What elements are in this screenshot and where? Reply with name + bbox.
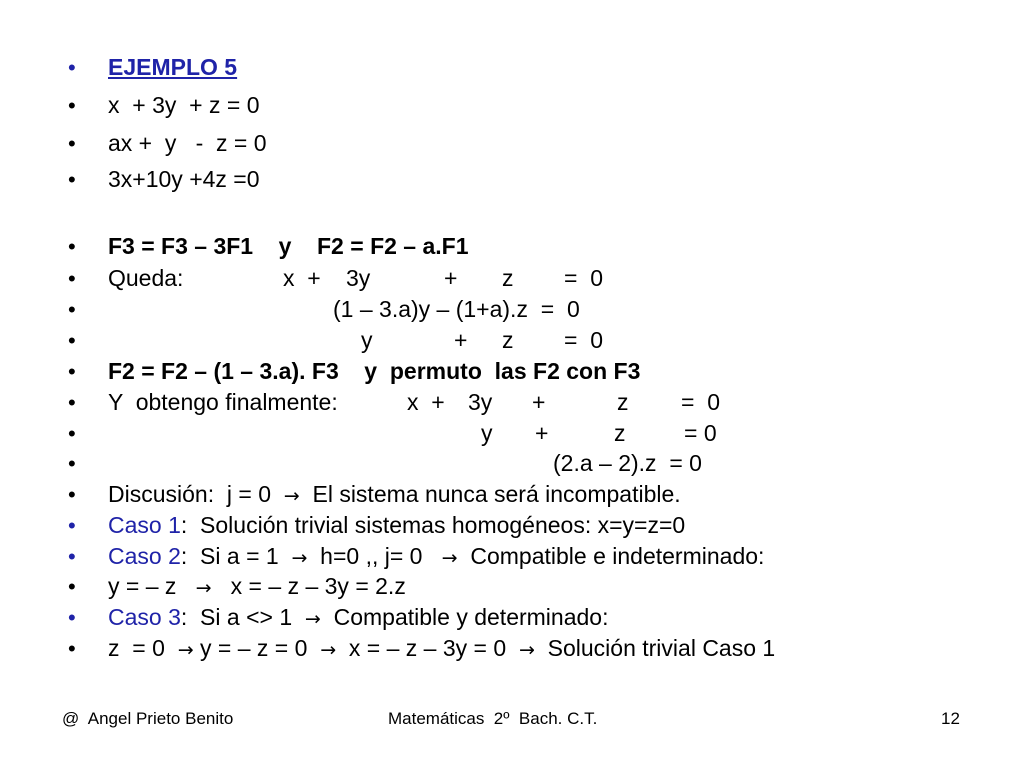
- bullet: •: [68, 266, 76, 291]
- case-3-result: Compatible y determinado:: [333, 604, 609, 630]
- line-final-1: [0, 387, 721, 418]
- line-case-3: [0, 602, 609, 633]
- term-y: y: [361, 327, 373, 353]
- bullet: •: [68, 605, 76, 630]
- bullet: •: [68, 234, 76, 259]
- line-equation-2: [0, 128, 267, 159]
- term-z: z: [502, 265, 514, 291]
- final-label: Y obtengo finalmente:: [108, 389, 338, 415]
- line-case-2-solution: [0, 571, 406, 602]
- line-discussion: [0, 479, 681, 510]
- row-operations-2: F2 = F2 – (1 – 3.a). F3 y permuto las F2 con F3: [108, 358, 641, 384]
- bullet: •: [68, 636, 76, 661]
- bullet: •: [68, 93, 76, 118]
- solution-y: y = – z = 0: [200, 635, 308, 661]
- equation-3: 3x+10y +4z =0: [108, 166, 260, 192]
- example-title: EJEMPLO 5: [108, 54, 238, 80]
- solution-x: x = – z – 3y = 0: [348, 635, 507, 661]
- discussion: [108, 479, 681, 512]
- bullet: •: [68, 482, 76, 507]
- term-z: z: [502, 327, 514, 353]
- bullet: •: [68, 297, 76, 322]
- solution-y: y = – z: [108, 573, 177, 599]
- solution-x: x = – z – 3y = 2.z: [230, 573, 406, 599]
- footer-author: @ Angel Prieto Benito: [62, 709, 234, 728]
- line-final-3: [0, 448, 702, 479]
- line-queda: [0, 263, 604, 294]
- case-2: [108, 541, 764, 574]
- term-3y: 3y: [468, 389, 493, 415]
- term-z: z: [617, 389, 629, 415]
- plus-sign: +: [532, 389, 546, 415]
- case-2-result: Compatible e indeterminado:: [470, 543, 765, 569]
- case-2-values: h=0 ,, j= 0: [320, 543, 423, 569]
- bullet: •: [68, 328, 76, 353]
- case-2-condition: : Si a = 1: [180, 543, 279, 569]
- plus-sign: +: [535, 420, 549, 446]
- row-operations: F3 = F3 – 3F1 y F2 = F2 – a.F1: [108, 233, 469, 259]
- term-z: z: [614, 420, 626, 446]
- bullet: •: [68, 390, 76, 415]
- line-queda-3: [0, 325, 604, 356]
- bullet: •: [68, 451, 76, 476]
- case-3-label: Caso 3: [108, 604, 181, 630]
- arrow-right-icon: →: [177, 639, 194, 661]
- case-2-solution: [108, 571, 406, 604]
- solution-z: z = 0: [108, 635, 165, 661]
- case-1-label: Caso 1: [108, 512, 181, 538]
- discussion-condition: Discusión: j = 0: [108, 481, 271, 507]
- term-x: x +: [407, 389, 445, 415]
- bullet: •: [68, 167, 76, 192]
- line-case-3-solution: [0, 633, 776, 664]
- arrow-right-icon: →: [518, 639, 535, 661]
- solution-conclusion: Solución trivial Caso 1: [547, 635, 776, 661]
- footer-page-number: 12: [941, 709, 960, 728]
- discussion-result: El sistema nunca será incompatible.: [312, 481, 681, 507]
- plus-sign: +: [444, 265, 458, 291]
- case-2-label: Caso 2: [108, 543, 181, 569]
- arrow-right-icon: →: [291, 547, 308, 569]
- arrow-right-icon: →: [195, 577, 212, 599]
- bullet: •: [68, 421, 76, 446]
- equals-zero: = 0: [564, 327, 604, 353]
- equation-2: ax + y - z = 0: [108, 130, 267, 156]
- line-title: [0, 52, 238, 83]
- line-final-2: [0, 418, 717, 449]
- line-equation-1: [0, 90, 260, 121]
- line-case-2: [0, 541, 765, 572]
- arrow-right-icon: →: [320, 639, 337, 661]
- arrow-right-icon: →: [304, 608, 321, 630]
- equals-zero: = 0: [681, 389, 721, 415]
- line-queda-2: [0, 294, 580, 325]
- line-row-operations-2: [0, 356, 641, 387]
- arrow-right-icon: →: [283, 485, 300, 507]
- term-x: x +: [283, 265, 321, 291]
- term-3y: 3y: [346, 265, 371, 291]
- case-1-text: : Solución trivial sistemas homogéneos: x=y=z=0: [180, 512, 686, 538]
- line-row-operations: [0, 231, 469, 262]
- bullet: •: [68, 544, 76, 569]
- footer-course: Matemáticas 2º Bach. C.T.: [388, 709, 598, 728]
- equation-1: x + 3y + z = 0: [108, 92, 260, 118]
- arrow-right-icon: →: [441, 547, 458, 569]
- bullet: •: [68, 513, 76, 538]
- equals-zero: = 0: [684, 420, 717, 446]
- bullet: •: [68, 131, 76, 156]
- queda-label: Queda:: [108, 265, 184, 291]
- equals-zero: = 0: [564, 265, 604, 291]
- bullet: •: [68, 359, 76, 384]
- term-y: y: [481, 420, 493, 446]
- case-3-solution: [108, 633, 775, 666]
- equation-final-3: (2.a – 2).z = 0: [553, 450, 702, 476]
- plus-sign: +: [454, 327, 468, 353]
- case-3-condition: : Si a <> 1: [180, 604, 293, 630]
- case-3: [108, 602, 608, 635]
- case-1: [108, 510, 685, 541]
- line-equation-3: [0, 164, 260, 195]
- bullet: •: [68, 55, 76, 80]
- equation-queda-2: (1 – 3.a)y – (1+a).z = 0: [333, 296, 580, 322]
- bullet: •: [68, 574, 76, 599]
- line-case-1: [0, 510, 686, 541]
